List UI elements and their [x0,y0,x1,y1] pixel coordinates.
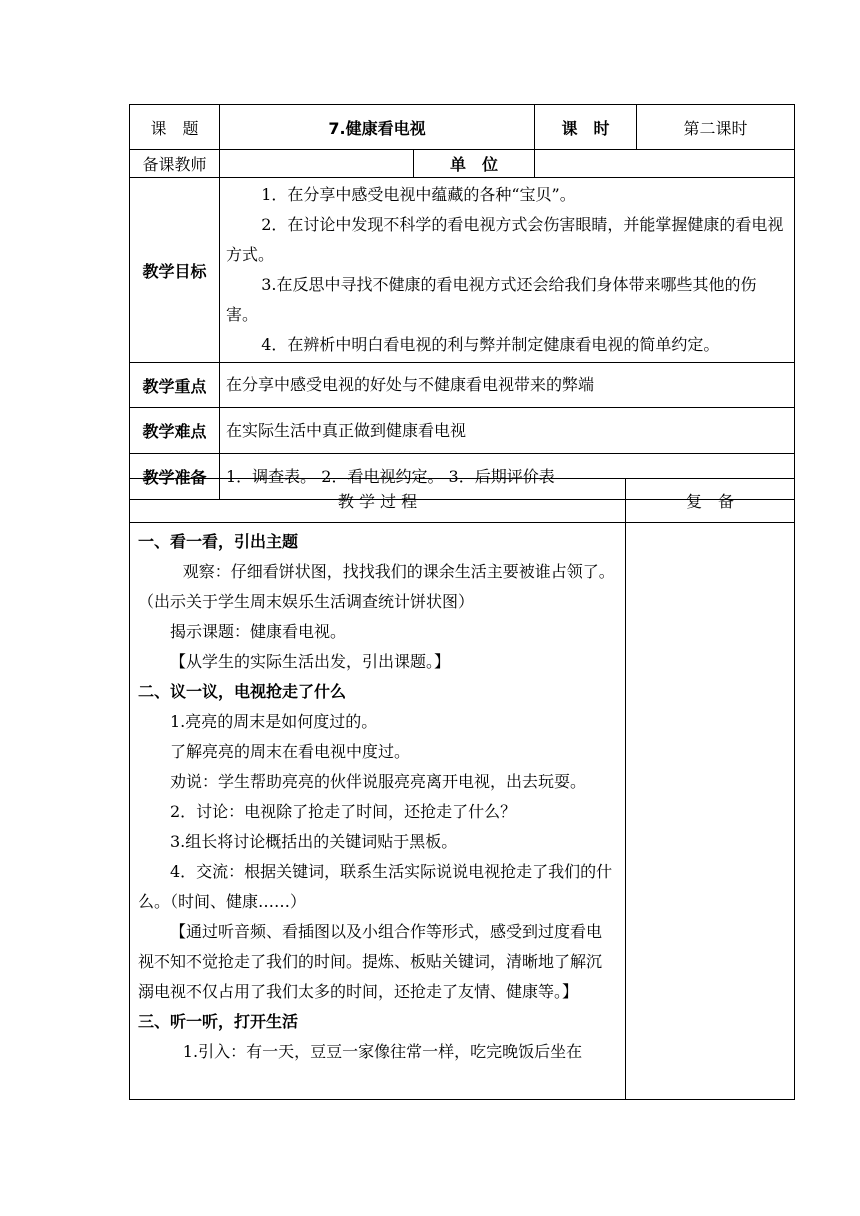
lesson-header-table [129,104,795,500]
objective-item: 1．在分享中感受电视中蕴藏的各种“宝贝”。 [261,185,576,204]
process-line: 2．讨论：电视除了抢走了时间，还抢走了什么？ [170,802,517,821]
topic-label: 课 题 [130,105,220,150]
process-line: 了解亮亮的周末在看电视中度过。 [170,742,411,761]
objectives-label: 教学目标 [130,178,220,363]
process-note: 【通过听音频、看插图以及小组合作等形式，感受到过度看电视不知不觉抢走了我们的时间。提炼、板贴关键词，清晰地了解沉溺电视不仅占用了我们太多的时间，还抢走了友情、健康等。】 [138,922,603,1001]
difficulty-label: 教学难点 [130,408,220,454]
objective-item: 3.在反思中寻找不健康的看电视方式还会给我们身体带来哪些其他的伤害。 [226,275,757,324]
teaching-process-table [129,478,795,1100]
process-line: 观察：仔细看饼状图，找找我们的课余生活主要被谁占领了。（出示关于学生周末娱乐生活调查统计饼状图） [138,562,615,611]
process-line: 4．交流：根据关键词，联系生活实际说说电视抢走了我们的什么。（时间、健康……） [138,862,613,911]
process-note: 【从学生的实际生活出发，引出课题。】 [170,652,451,671]
section-heading: 三、听一听，打开生活 [138,1012,299,1031]
preparation-value: 1．调查表。 2．看电视约定。 3．后期评价表 [220,454,795,500]
key-point-value: 在分享中感受电视的好处与不健康看电视带来的弊端 [220,363,795,408]
section-heading: 二、议一议，电视抢走了什么 [138,682,347,701]
process-content [130,523,626,1100]
key-point-label: 教学重点 [130,363,220,408]
difficulty-value: 在实际生活中真正做到健康看电视 [220,408,795,454]
teacher-value [220,150,414,178]
preparation-label: 教学准备 [130,454,220,500]
period-label: 课 时 [535,105,637,150]
process-line: 1.亮亮的周末是如何度过的。 [170,712,378,731]
section-heading: 一、看一看，引出主题 [138,532,299,551]
process-line: 3.组长将讨论概括出的关键词贴于黑板。 [170,832,458,851]
objective-item: 4．在辨析中明白看电视的利与弊并制定健康看电视的简单约定。 [261,335,720,354]
objectives-content [220,178,795,363]
teacher-label: 备课教师 [130,150,220,178]
unit-label: 单 位 [414,150,535,178]
objective-item: 2．在讨论中发现不科学的看电视方式会伤害眼睛，并能掌握健康的看电视方式。 [226,215,784,264]
process-line: 揭示课题：健康看电视。 [170,622,347,641]
process-header: 教 学 过 程 [130,479,626,523]
period-value: 第二课时 [637,105,795,150]
process-line: 劝说：学生帮助亮亮的伙伴说服亮亮离开电视，出去玩耍。 [170,772,587,791]
review-column [626,523,795,1100]
process-line: 1.引入：有一天，豆豆一家像往常一样，吃完晚饭后坐在 [182,1042,583,1061]
unit-value [535,150,795,178]
review-header: 复 备 [626,479,795,523]
topic-value: 7.健康看电视 [220,105,535,150]
